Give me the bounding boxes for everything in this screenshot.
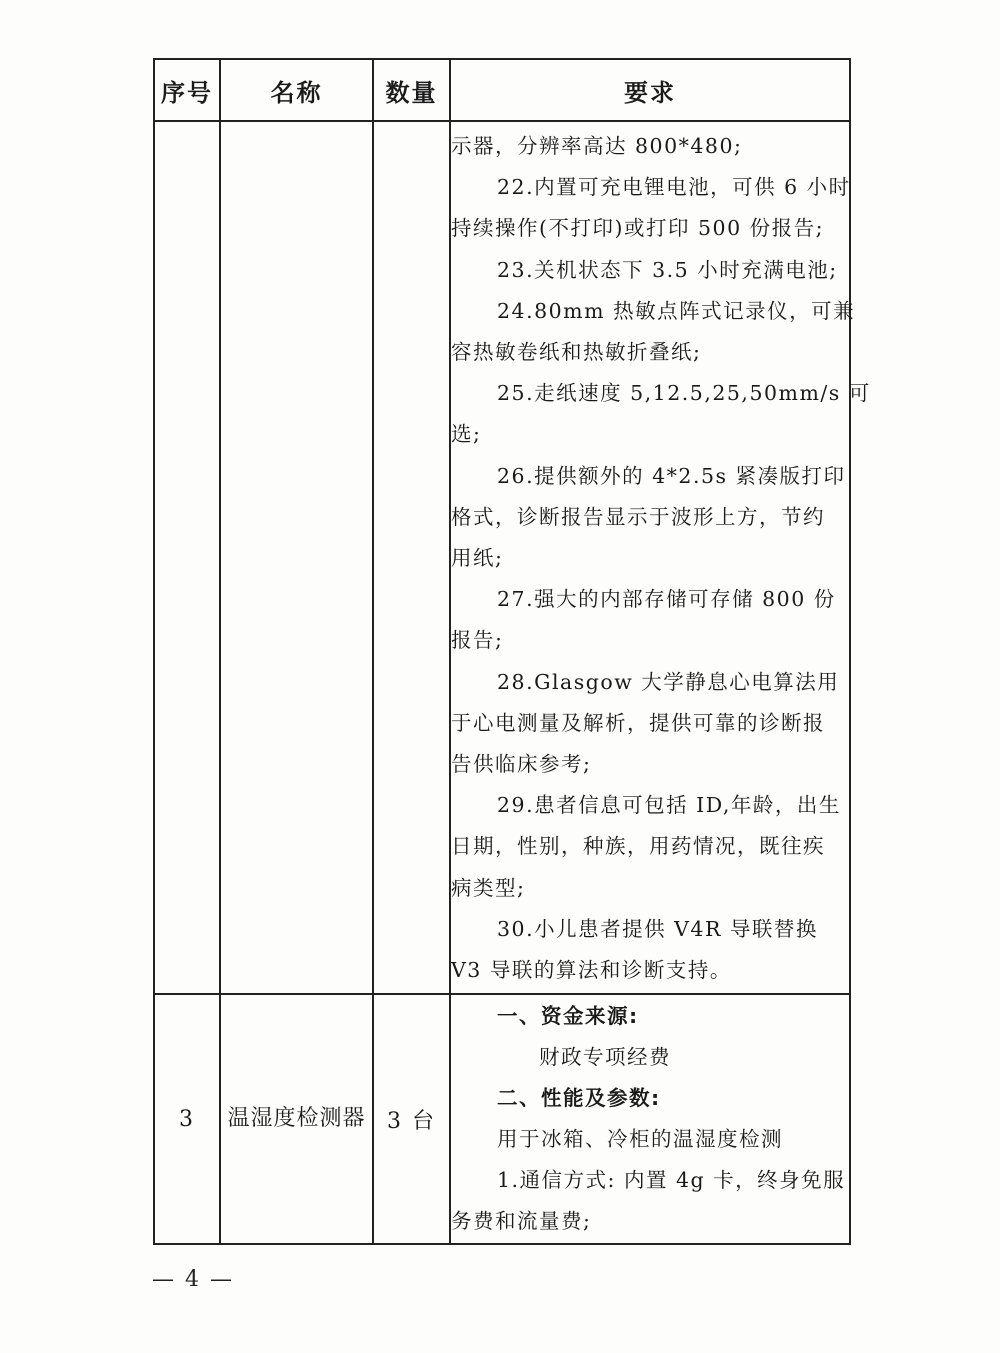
page-number: — 4 — — [152, 1267, 234, 1292]
requirement-line: 二、性能及参数: — [497, 1086, 661, 1111]
cell-quantity-empty — [373, 121, 450, 994]
table-row-continued — [154, 121, 850, 994]
cell-requirements-continued — [450, 121, 871, 994]
requirement-line: 25.走纸速度 5,12.5,25,50mm/s 可 — [497, 381, 871, 406]
requirement-line: 日期，性别，种族，用药情况，既往疾 — [451, 834, 825, 859]
requirement-line: 报告; — [451, 628, 504, 653]
requirement-line: 容热敏卷纸和热敏折叠纸; — [451, 340, 702, 365]
requirement-line: 1.通信方式: 内置 4g 卡，终身免服 — [497, 1168, 846, 1193]
header-quantity: 数量 — [373, 59, 450, 121]
header-name: 名称 — [220, 59, 373, 121]
requirements-list — [451, 995, 849, 1242]
requirement-line: 30.小儿患者提供 V4R 导联替换 — [497, 916, 818, 941]
requirement-line: 一、资金来源: — [497, 1004, 639, 1029]
requirements-table — [153, 58, 871, 1245]
cell-requirements — [450, 994, 850, 1244]
requirements-list — [451, 122, 871, 993]
requirement-line: 28.Glasgow 大学静息心电算法用 — [497, 669, 840, 694]
cell-quantity: 3 台 — [373, 994, 450, 1244]
cell-name-empty — [220, 121, 373, 994]
requirement-line: 格式，诊断报告显示于波形上方，节约 — [451, 504, 825, 529]
requirement-line: 于心电测量及解析，提供可靠的诊断报 — [451, 710, 825, 735]
requirement-line: 选; — [451, 422, 482, 447]
requirement-line: 29.患者信息可包括 ID,年龄，出生 — [497, 793, 841, 818]
cell-index-empty — [154, 121, 220, 994]
requirement-line: 用纸; — [451, 546, 504, 571]
requirement-line: 23.关机状态下 3.5 小时充满电池; — [497, 257, 838, 282]
cell-index: 3 — [154, 994, 220, 1244]
header-index: 序号 — [154, 59, 220, 121]
requirement-line: 示器，分辨率高达 800*480; — [451, 134, 743, 158]
requirement-line: 告供临床参考; — [451, 752, 592, 777]
requirement-line: 用于冰箱、冷柜的温湿度检测 — [497, 1127, 783, 1152]
requirement-line: V3 导联的算法和诊断支持。 — [451, 958, 732, 983]
table-row-3 — [154, 994, 850, 1244]
table-header-row — [154, 59, 850, 121]
requirement-line: 病类型; — [451, 875, 526, 900]
requirement-line: 27.强大的内部存储可存储 800 份 — [497, 587, 836, 612]
requirement-line: 26.提供额外的 4*2.5s 紧凑版打印 — [497, 463, 846, 488]
cell-name: 温湿度检测器 — [220, 994, 373, 1244]
requirement-line: 持续操作(不打印)或打印 500 份报告; — [451, 216, 825, 241]
requirement-line: 24.80mm 热敏点阵式记录仪，可兼 — [497, 298, 856, 323]
requirement-line: 22.内置可充电锂电池，可供 6 小时 — [497, 175, 851, 200]
requirement-line: 务费和流量费; — [451, 1209, 592, 1234]
requirement-line: 财政专项经费 — [539, 1045, 671, 1070]
header-requirements: 要求 — [450, 59, 850, 121]
